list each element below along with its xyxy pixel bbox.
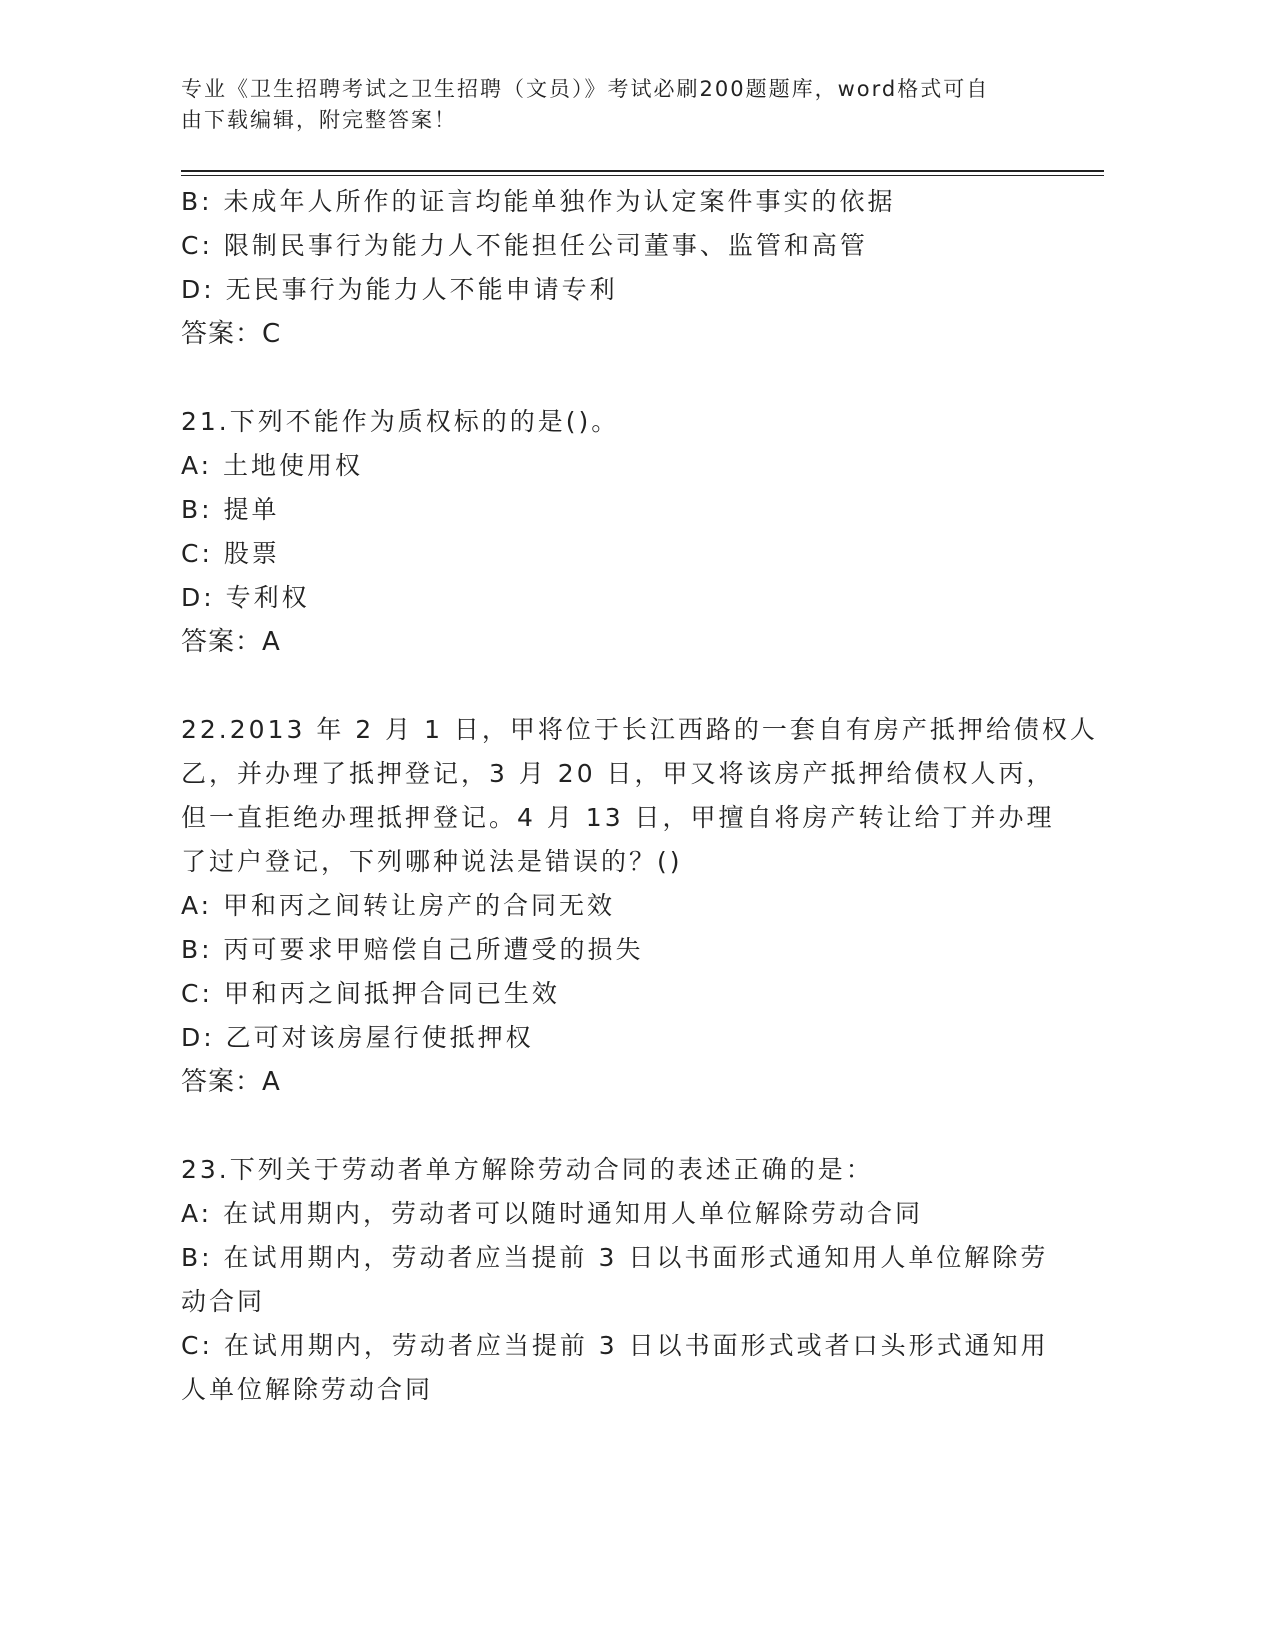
question-stem-line-4: 了过户登记，下列哪种说法是错误的？() (181, 847, 683, 876)
option-c-line-1: C: 在试用期内，劳动者应当提前 3 日以书面形式或者口头形式通知用 (181, 1331, 1049, 1360)
answer-label: 答案：C (181, 319, 282, 349)
question-stem-line-1: 22.2013 年 2 月 1 日，甲将位于长江西路的一套自有房产抵押给债权人 (181, 715, 1098, 744)
option-d: D: 专利权 (181, 583, 310, 612)
option-a: A: 甲和丙之间转让房产的合同无效 (181, 891, 616, 920)
option-b-line-2: 动合同 (181, 1287, 266, 1316)
header-divider-thin (181, 175, 1104, 176)
option-c: C: 限制民事行为能力人不能担任公司董事、监管和高管 (181, 231, 868, 260)
header-line-2: 由下载编辑，附完整答案！ (181, 108, 457, 132)
option-d: D: 无民事行为能力人不能申请专利 (181, 275, 618, 304)
option-b-line-1: B: 在试用期内，劳动者应当提前 3 日以书面形式通知用人单位解除劳 (181, 1243, 1049, 1272)
answer-label: 答案：A (181, 627, 281, 657)
document-header (181, 74, 1061, 136)
question-20-tail (181, 180, 1081, 356)
option-c: C: 甲和丙之间抵押合同已生效 (181, 979, 560, 1008)
question-23 (181, 1148, 1081, 1412)
option-b: B: 未成年人所作的证言均能单独作为认定案件事实的依据 (181, 187, 896, 216)
option-c: C: 股票 (181, 539, 280, 568)
question-22 (181, 708, 1098, 1104)
question-stem: 21.下列不能作为质权标的的是()。 (181, 407, 620, 436)
option-a: A: 在试用期内，劳动者可以随时通知用人单位解除劳动合同 (181, 1199, 924, 1228)
answer-label: 答案：A (181, 1067, 281, 1097)
question-stem-line-2: 乙，并办理了抵押登记，3 月 20 日，甲又将该房产抵押给债权人丙， (181, 759, 1055, 788)
header-line-1: 专业《卫生招聘考试之卫生招聘（文员）》考试必刷200题题库，word格式可自 (181, 77, 990, 101)
header-divider-thick (181, 170, 1104, 172)
option-c-line-2: 人单位解除劳动合同 (181, 1375, 434, 1404)
option-b: B: 丙可要求甲赔偿自己所遭受的损失 (181, 935, 644, 964)
question-stem: 23.下列关于劳动者单方解除劳动合同的表述正确的是： (181, 1155, 874, 1184)
question-21 (181, 400, 1081, 664)
question-stem-line-3: 但一直拒绝办理抵押登记。4 月 13 日，甲擅自将房产转让给丁并办理 (181, 803, 1055, 832)
option-d: D: 乙可对该房屋行使抵押权 (181, 1023, 534, 1052)
option-a: A: 土地使用权 (181, 451, 364, 480)
option-b: B: 提单 (181, 495, 280, 524)
question-content (181, 180, 1098, 1456)
